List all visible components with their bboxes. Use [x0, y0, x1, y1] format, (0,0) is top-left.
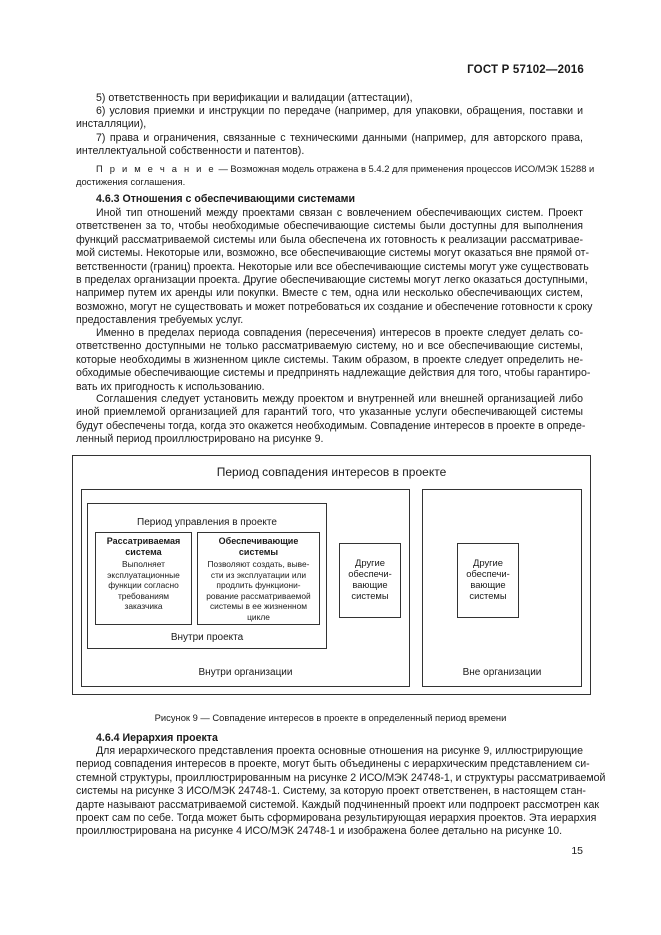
paragraph-line: вать их пригодность к использованию.: [76, 380, 265, 393]
list-item-text: инсталляции),: [76, 118, 147, 131]
paragraph-line: Именно в пределах периода совпадения (пересечения) интересов в проекте следует делать со-: [96, 327, 583, 339]
paragraph-line: обходимые обеспечивающие системы и предпринять надлежащие действия для того, чтобы гарантиро-: [76, 367, 591, 380]
document-id: ГОСТ Р 57102—2016: [467, 64, 584, 76]
paragraph-line: функций рассматриваемой системы или была обеспечена их готовность к реализации рассматривае-: [76, 233, 583, 246]
outside-organization-label: Вне организации: [462, 667, 542, 678]
page-number: 15: [571, 845, 583, 857]
paragraph-line: мой системы. Некоторые или, возможно, все обеспечивающие системы могут оказаться вне прямой от-: [76, 247, 590, 260]
paragraph: [76, 745, 606, 839]
paragraph-line: ленный период проиллюстрировано на рисунке 9.: [76, 433, 324, 446]
paragraph-line: ветственности (границ) проекта. Некоторые или все обеспечивающие системы могут уже существовать: [76, 260, 589, 273]
paragraph-line: будут обеспечены тогда, когда это окажется необходимым. Совпадение интересов в проекте в опреде-: [76, 419, 586, 432]
paragraph-line: возможно, могут не существовать и может потребоваться их создание и обеспечение готовности к сроку: [76, 300, 593, 313]
paragraph-line: например путем их аренды или покупки. Вместе с тем, одна или несколько обеспечивающих систем,: [76, 287, 583, 300]
paragraph-line: дарте называют рассматриваемой системой. Каждый подчиненный проект или подпроект рассмотрен как: [76, 798, 600, 811]
list-item-5: [76, 92, 583, 105]
paragraph-line: период совпадения интересов в проекте, могут быть объединены с иерархическим представлением си-: [76, 758, 590, 771]
section-heading-464: 4.6.4 Иерархия проекта: [96, 732, 218, 744]
paragraph-line: предоставления требуемых услуг.: [76, 314, 244, 327]
figure-title: Период совпадения интересов в проекте: [216, 465, 447, 479]
paragraph-line: Соглашения следует установить между проектом и внутренней или внешней организацией либо: [96, 393, 583, 405]
paragraph-line: Для иерархического представления проекта основные отношения на рисунке 9, иллюстрирующие: [96, 745, 583, 757]
section-heading-463: 4.6.3 Отношения с обеспечивающими системами: [96, 193, 355, 205]
note: [76, 163, 595, 188]
figure-caption: Рисунок 9 — Совпадение интересов в проекте в определенный период времени: [154, 712, 507, 723]
system-of-interest-description: Выполняет эксплуатационные функции согласно требованиям заказчика: [107, 559, 180, 611]
inside-project-label: Внутри проекта: [170, 632, 244, 643]
paragraph-line: ответственно доступными не только рассматриваемую систему, но и все обеспечивающие системы,: [76, 340, 583, 353]
list-item-7: [76, 132, 583, 159]
paragraph-line: ответственен за то, чтобы необходимые обеспечивающие системы были доступны для выполнения: [76, 220, 583, 233]
paragraph: [76, 327, 591, 394]
enabling-systems-description: Позволяют создать, выве- сти из эксплуатации или продлить функциони- рование рассматриваемой системы в ее жизненном цикле: [206, 559, 311, 622]
other-enabling-systems-outside-label: Другие обеспечи- вающие системы: [466, 557, 510, 601]
paragraph-line: стемной структуры, проиллюстрированным на рисунке 2 ИСО/МЭК 24748-1, и структуры рассматриваемой: [76, 771, 606, 784]
paragraph: [76, 207, 593, 328]
paragraph-line: проект сам по себе. Тогда может быть сформирована результирующая иерархия проектов. Эта иерархия: [76, 812, 597, 825]
list-item-text: интеллектуальной собственности и патентов).: [76, 145, 305, 158]
paragraph-line: в пределах организации проекта. Другие обеспечивающие системы могут легко оказаться доступными,: [76, 274, 588, 287]
paragraph-line: которые необходимы в жизненном цикле системы. Таким образом, в проекте следует определить не-: [76, 353, 583, 366]
list-item-text: 5) ответственность при верификации и валидации (аттестации),: [96, 92, 413, 104]
note-line: достижения соглашения.: [76, 175, 186, 187]
note-line: [76, 163, 595, 176]
enabling-systems-title: Обеспечивающие системы: [218, 536, 299, 557]
list-item-text: 7) права и ограничения, связанные с техническими данными (например, для авторского права,: [96, 132, 583, 144]
paragraph-line: проиллюстрирована на рисунке 4 ИСО/МЭК 24748-1 и изображена более детально на рисунке 10.: [76, 825, 563, 838]
paragraph: [76, 393, 586, 447]
list-item-6: [76, 105, 583, 132]
paragraph-line: иной приемлемой организацией для гарантий того, что указанные услуги обеспечивающей системы: [76, 406, 583, 419]
list-item-text: 6) условия приемки и инструкции по передаче (например, для упаковки, обращения, поставки и: [96, 105, 583, 117]
note-text: — Возможная модель отражена в 5.4.2 для применения процессов ИСО/МЭК 15288 и: [218, 163, 595, 174]
system-of-interest-title: Рассатриваемая система: [106, 536, 181, 557]
inside-organization-label: Внутри организации: [198, 667, 293, 678]
note-label: П р и м е ч а н и е: [96, 163, 216, 174]
other-enabling-systems-inside-label: Другие обеспечи- вающие системы: [348, 557, 392, 601]
paragraph-line: Иной тип отношений между проектами связан с вовлечением обеспечивающих систем. Проект: [96, 207, 583, 219]
paragraph-line: системы на рисунке 3 ИСО/МЭК 24748-1. Систему, за которую проект ответственен, в настоящем стан-: [76, 785, 586, 798]
control-period-label: Период управления в проекте: [137, 517, 277, 528]
